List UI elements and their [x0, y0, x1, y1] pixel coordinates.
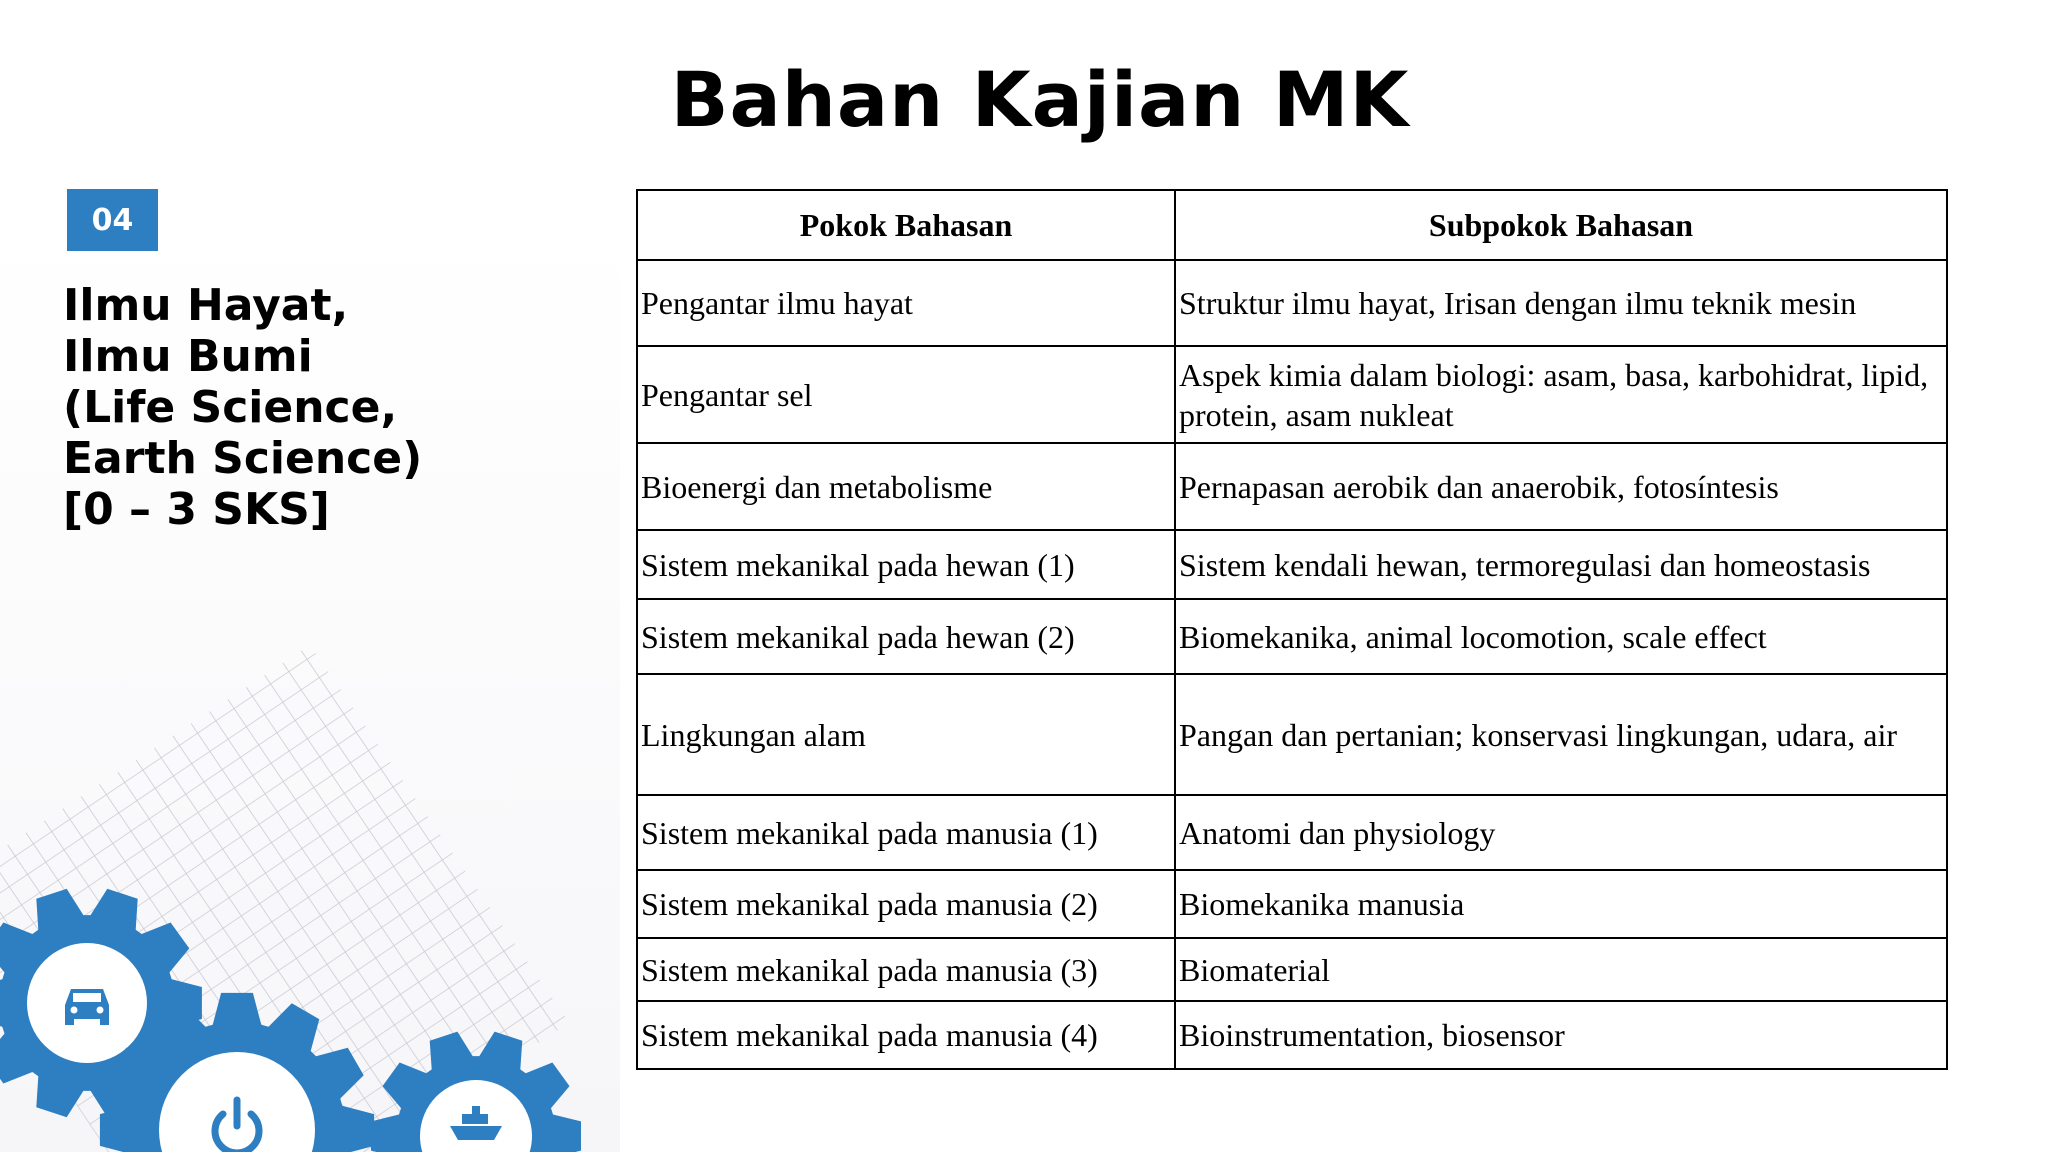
page-title: Bahan Kajian MK: [670, 55, 1410, 144]
topics-table: [636, 189, 1948, 1070]
table-row: [637, 443, 1947, 530]
subpokok-cell: Aspek kimia dalam biologi: asam, basa, karbohidrat, lipid, protein, asam nukleat: [1175, 346, 1947, 443]
pokok-cell: Pengantar ilmu hayat: [637, 260, 1175, 346]
table-row: [637, 1001, 1947, 1069]
table-row: [637, 599, 1947, 674]
header-subpokok-bahasan: Subpokok Bahasan: [1175, 190, 1947, 260]
pokok-cell: Lingkungan alam: [637, 674, 1175, 795]
pokok-cell: Sistem mekanikal pada manusia (2): [637, 870, 1175, 938]
section-title-line: (Life Science,: [63, 382, 398, 433]
table-row: [637, 674, 1947, 795]
section-number-badge: 04: [67, 189, 158, 251]
table-row: [637, 530, 1947, 599]
pokok-cell: Bioenergi dan metabolisme: [637, 443, 1175, 530]
pokok-cell: Sistem mekanikal pada manusia (3): [637, 938, 1175, 1001]
pokok-cell: Pengantar sel: [637, 346, 1175, 443]
subpokok-cell: Anatomi dan physiology: [1175, 795, 1947, 870]
table-row: [637, 938, 1947, 1001]
section-title-line: Ilmu Hayat,: [63, 280, 349, 331]
section-title-line: Ilmu Bumi: [63, 331, 313, 382]
subpokok-cell: Biomekanika, animal locomotion, scale effect: [1175, 599, 1947, 674]
subpokok-cell: Sistem kendali hewan, termoregulasi dan homeostasis: [1175, 530, 1947, 599]
subpokok-cell: Bioinstrumentation, biosensor: [1175, 1001, 1947, 1069]
pokok-cell: Sistem mekanikal pada hewan (1): [637, 530, 1175, 599]
table-row: [637, 795, 1947, 870]
subpokok-cell: Struktur ilmu hayat, Irisan dengan ilmu teknik mesin: [1175, 260, 1947, 346]
table-header-row: [637, 190, 1947, 260]
subpokok-cell: Pernapasan aerobik dan anaerobik, fotosíntesis: [1175, 443, 1947, 530]
header-pokok-bahasan: Pokok Bahasan: [637, 190, 1175, 260]
pokok-cell: Sistem mekanikal pada manusia (4): [637, 1001, 1175, 1069]
subpokok-cell: Biomekanika manusia: [1175, 870, 1947, 938]
pokok-cell: Sistem mekanikal pada hewan (2): [637, 599, 1175, 674]
table-row: [637, 346, 1947, 443]
subpokok-cell: Pangan dan pertanian; konservasi lingkungan, udara, air: [1175, 674, 1947, 795]
section-title-line: Earth Science): [63, 433, 423, 484]
section-title-line: [0 – 3 SKS]: [63, 484, 330, 535]
section-title: [63, 280, 463, 535]
table-row: [637, 260, 1947, 346]
pokok-cell: Sistem mekanikal pada manusia (1): [637, 795, 1175, 870]
subpokok-cell: Biomaterial: [1175, 938, 1947, 1001]
table-row: [637, 870, 1947, 938]
